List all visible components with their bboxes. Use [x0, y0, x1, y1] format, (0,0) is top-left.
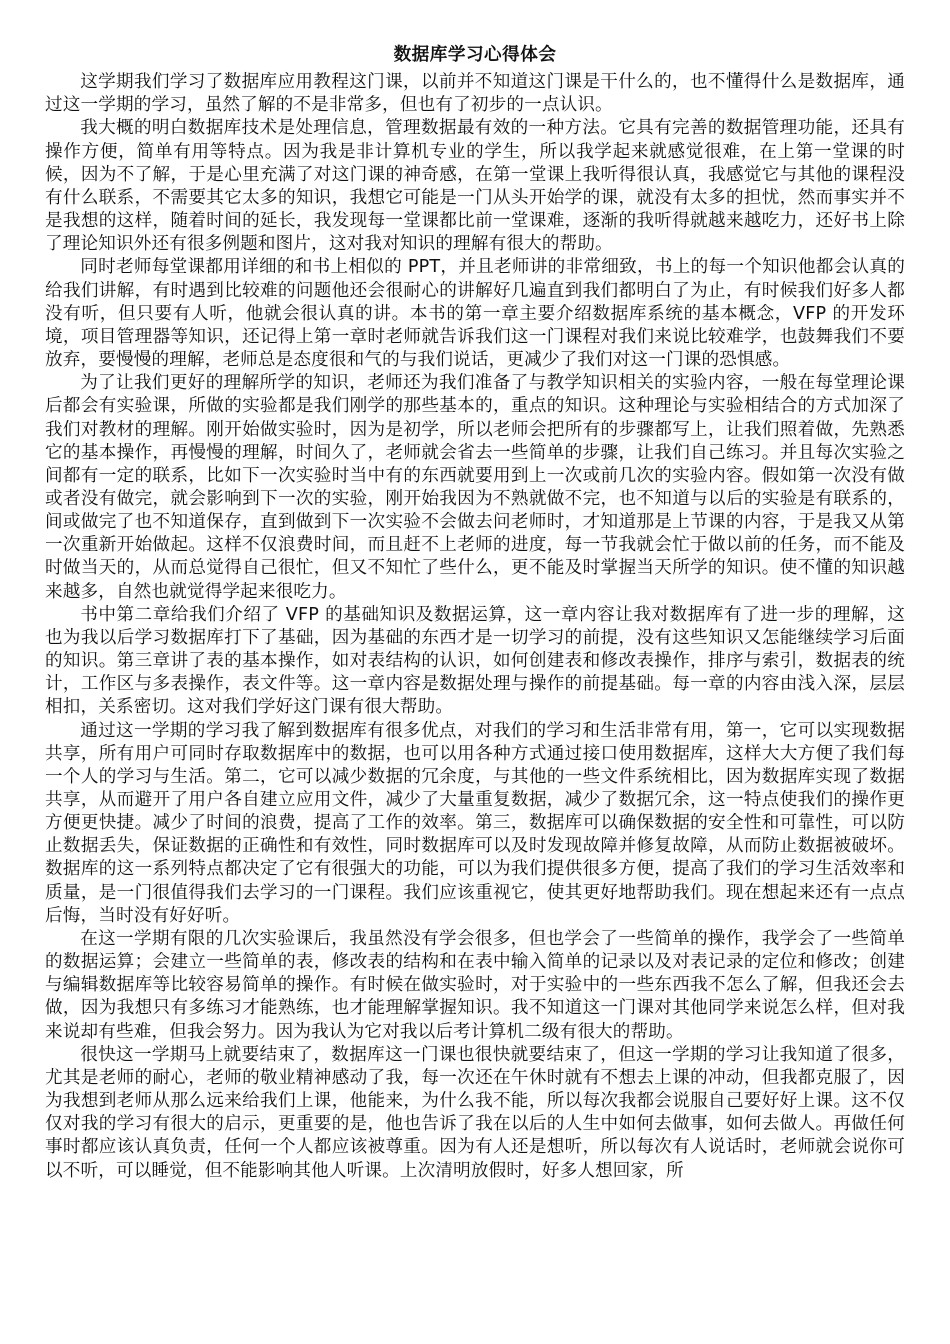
paragraph-8: 很快这一学期马上就要结束了，数据库这一门课也很快就要结束了，但这一学期的学习让我知道了很多，尤其是老师的耐心，老师的敬业精神感动了我，每一次还在午休时就有不想去上课的冲动，但我都克服了，因为我想到老师从那么远来给我们上课，他能来，为什么我不能，所以每次我都会说服自己要好好上课。这不仅仅对我的学习有很大的启示，更重要的是，他也告诉了我在以后的人生中如何去做事，如何去做人。再做任何事时都应该认真负责，任何一个人都应该被尊重。因为有人还是想听，所以每次有人说话时，老师就会说你可以不听，可以睡觉，但不能影响其他人听课。上次清明放假时，好多人想回家，所 [45, 1044, 905, 1181]
paragraph-1: 这学期我们学习了数据库应用教程这门课，以前并不知道这门课是干什么的，也不懂得什么是数据库，通过这一学期的学习，虽然了解的不是非常多，但也有了初步的一点认识。 [45, 72, 905, 116]
document-page [45, 44, 905, 1183]
paragraph-7: 在这一学期有限的几次实验课后，我虽然没有学会很多，但也学会了一些简单的操作，我学会了一些简单的数据运算；会建立一些简单的表，修改表的结构和在表中输入简单的记录以及对表记录的定位和修改；创建与编辑数据库等比较容易简单的操作。有时候在做实验时，对于实验中的一些东西我不怎么了解，但我还会去做，因为我想只有多练习才能熟练，也才能理解掌握知识。我不知道这一门课对其他同学来说怎么样，但对我来说却有些难，但我会努力。因为我认为它对我以后考计算机二级有很大的帮助。 [45, 928, 905, 1042]
document-title: 数据库学习心得体会 [393, 45, 557, 65]
paragraph-5: 书中第二章给我们介绍了 VFP 的基础知识及数据运算，这一章内容让我对数据库有了进一步的理解，这也为我以后学习数据库打下了基础，因为基础的东西才是一切学习的前提，没有这些知识又怎能继续学习后面的知识。第三章讲了表的基本操作，如对表结构的认识，如何创建表和修改表操作，排序与索引，数据表的统计，工作区与多表操作，表文件等。这一章内容是数据处理与操作的前提基础。每一章的内容由浅入深，层层相扣，关系密切。这对我们学好这门课有很大帮助。 [45, 604, 905, 718]
paragraph-4: 为了让我们更好的理解所学的知识，老师还为我们准备了与教学知识相关的实验内容，一般在每堂理论课后都会有实验课，所做的实验都是我们刚学的那些基本的，重点的知识。这种理论与实验相结合的方式加深了我们对教材的理解。刚开始做实验时，因为是初学，所以老师会把所有的步骤都写上，让我们照着做，先熟悉它的基本操作，再慢慢的理解，时间久了，老师就会省去一些简单的步骤，让我们自己练习。并且每次实验之间都有一定的联系，比如下一次实验时当中有的东西就要用到上一次或前几次的实验内容。假如第一次没有做或者没有做完，就会影响到下一次的实验，刚开始我因为不熟就做不完，也不知道与以后的实验是有联系的，间或做完了也不知道保存，直到做到下一次实验不会做去问老师时，才知道那是上节课的内容，于是我又从第一次重新开始做起。这样不仅浪费时间，而且赶不上老师的进度，每一节我就会忙于做以前的任务，而不能及时做当天的，从而总觉得自己很忙，但又不知忙了些什么，更不能及时掌握当天所学的知识。使不懂的知识越来越多，自然也就觉得学起来很吃力。 [45, 373, 905, 602]
paragraph-2: 我大概的明白数据库技术是处理信息，管理数据最有效的一种方法。它具有完善的数据管理功能，还具有操作方便，简单有用等特点。因为我是非计算机专业的学生，所以我学起来就感觉很难，在上第一堂课的时候，因为不了解，于是心里充满了对这门课的神奇感，在第一堂课上我听得很认真，我感觉它与其他的课程没有什么联系，不需要其它太多的知识，我想它可能是一门从头开始学的课，就没有太多的担忧，然而事实并不是我想的这样，随着时间的延长，我发现每一堂课都比前一堂课难，逐渐的我听得就越来越吃力，还好书上除了理论知识外还有很多例题和图片，这对我对知识的理解有很大的帮助。 [45, 118, 905, 255]
paragraph-3: 同时老师每堂课都用详细的和书上相似的 PPT，并且老师讲的非常细致，书上的每一个知识他都会认真的给我们讲解，有时遇到比较难的问题他还会很耐心的讲解好几遍直到我们都明白了为止，有时候我们好多人都没有听，但只要有人听，他就会很认真的讲。本书的第一章主要介绍数据库系统的基本概念，VFP 的开发环境，项目管理器等知识，还记得上第一章时老师就告诉我们这一门课程对我们来说比较难学，也鼓舞我们不要放弃，要慢慢的理解，老师总是态度很和气的与我们说话，更减少了我们对这一门课的恐惧感。 [45, 257, 905, 371]
paragraph-6: 通过这一学期的学习我了解到数据库有很多优点，对我们的学习和生活非常有用，第一，它可以实现数据共享，所有用户可同时存取数据库中的数据，也可以用各种方式通过接口使用数据库，这样大大方便了我们每一个人的学习与生活。第二，它可以减少数据的冗余度，与其他的一些文件系统相比，因为数据库实现了数据共享，从而避开了用户各自建立应用文件，减少了大量重复数据，减少了数据冗余，这一特点使我们的操作更方便更快捷。减少了时间的浪费，提高了工作的效率。第三，数据库可以确保数据的安全性和可靠性，可以防止数据丢失，保证数据的正确性和有效性，同时数据库可以及时发现故障并修复故障，从而防止数据被破坏。数据库的这一系列特点都决定了它有很强大的功能，可以为我们提供很多方便，提高了我们的学习生活效率和质量，是一门很值得我们去学习的一门课程。我们应该重视它，使其更好地帮助我们。现在想起来还有一点点后悔，当时没有好好听。 [45, 720, 905, 926]
